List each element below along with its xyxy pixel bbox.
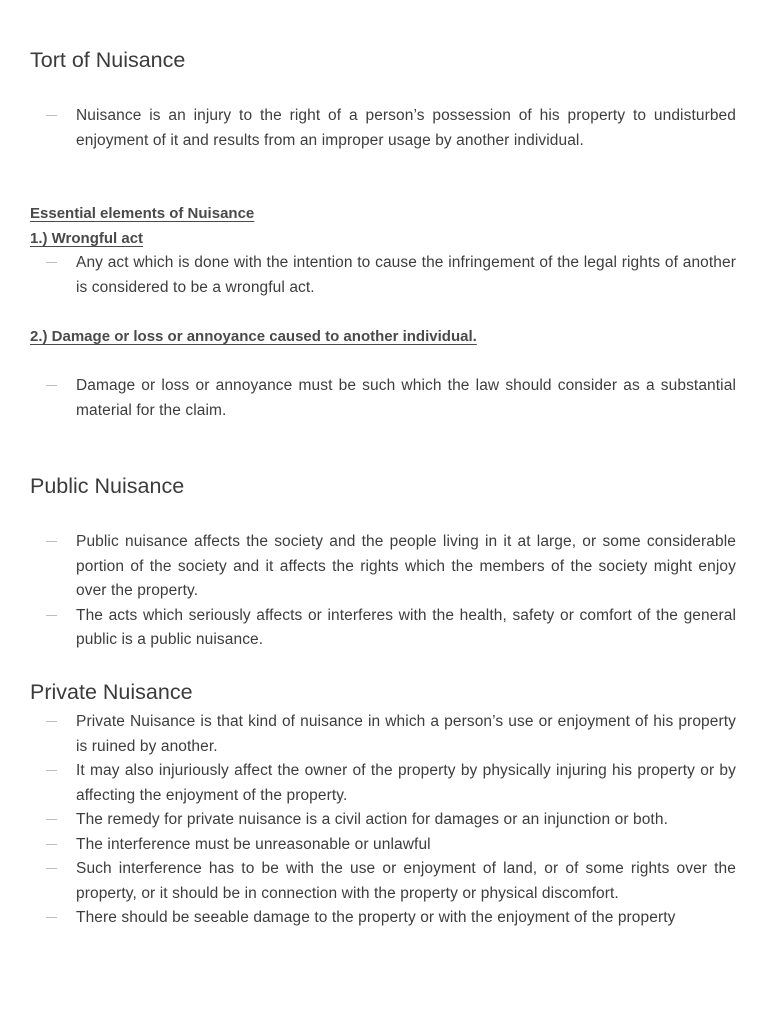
list-item: The remedy for private nuisance is a civil action for damages or an injunction or both.: [0, 808, 736, 833]
dash-bullet-icon: [46, 844, 57, 845]
dash-bullet-icon: [46, 868, 57, 869]
dash-bullet-icon: [46, 541, 57, 542]
dash-bullet-icon: [46, 770, 57, 771]
dash-bullet-icon: [46, 721, 57, 722]
tort-intro-list: [0, 104, 768, 153]
list-item: The interference must be unreasonable or unlawful: [0, 833, 736, 858]
subheading-wrongful-act: 1.) Wrongful act: [30, 230, 144, 247]
list-item: Damage or loss or annoyance must be such which the law should consider as a substantial material for the claim.: [0, 374, 736, 423]
list-item: It may also injuriously affect the owner of the property by physically injuring his property or by affecting the enjoyment of the property.: [0, 759, 736, 808]
list-item: The acts which seriously affects or interferes with the health, safety or comfort of the general public is a public nuisance.: [0, 604, 736, 653]
subheading-essential-elements: Essential elements of Nuisance: [30, 205, 255, 222]
list-item: There should be seeable damage to the property or with the enjoyment of the property: [0, 906, 736, 931]
subheading-damage-loss: 2.) Damage or loss or annoyance caused to another individual.: [30, 328, 477, 345]
dash-bullet-icon: [46, 615, 57, 616]
list-item: Nuisance is an injury to the right of a person’s possession of his property to undisturbed enjoyment of it and results from an improper usage by another individual.: [0, 104, 736, 153]
wrongful-act-list: [0, 251, 768, 300]
heading-public-nuisance: Public Nuisance: [30, 474, 185, 498]
list-item: Public nuisance affects the society and the people living in it at large, or some considerable portion of the society and it affects the rights which the members of the society might enjoy over the property.: [0, 530, 736, 604]
dash-bullet-icon: [46, 917, 57, 918]
list-item: Such interference has to be with the use or enjoyment of land, or of some rights over the property, or it should be in connection with the property or physical discomfort.: [0, 857, 736, 906]
dash-bullet-icon: [46, 262, 57, 263]
list-item: Any act which is done with the intention to cause the infringement of the legal rights of another is considered to be a wrongful act.: [0, 251, 736, 300]
heading-private-nuisance: Private Nuisance: [30, 680, 193, 704]
private-nuisance-list: [0, 710, 768, 931]
public-nuisance-list: [0, 530, 768, 653]
dash-bullet-icon: [46, 385, 57, 386]
dash-bullet-icon: [46, 819, 57, 820]
damage-loss-list: [0, 374, 768, 423]
heading-tort-of-nuisance: Tort of Nuisance: [30, 48, 186, 72]
dash-bullet-icon: [46, 115, 57, 116]
list-item: Private Nuisance is that kind of nuisance in which a person’s use or enjoyment of his property is ruined by another.: [0, 710, 736, 759]
